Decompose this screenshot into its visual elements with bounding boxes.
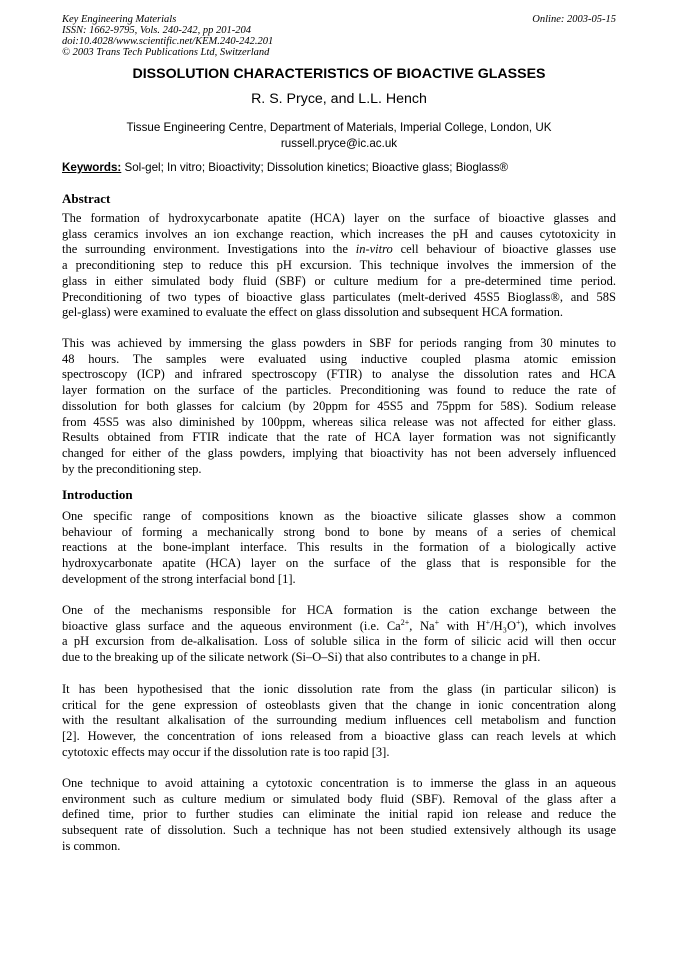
paper-title: DISSOLUTION CHARACTERISTICS OF BIOACTIVE GLASSES: [132, 66, 546, 82]
abstract-paragraph-2: [62, 336, 616, 477]
text-line: This was achieved by immersing the glass powders in SBF for periods ranging from 30 minutes to: [62, 336, 616, 350]
issn-line: ISSN: 1662-9795, Vols. 240-242, pp 201-204: [62, 25, 251, 36]
text-line: reactions at the bone-implant interface. This results in the formation of a biologically active: [62, 540, 616, 555]
text-line: changed for either of the glass powders, implying that bioactivity has not been adversely influenced: [62, 445, 616, 460]
text-line: due to the breaking up of the silicate network (Si–O–Si) that also contributes to a change in pH.: [62, 650, 541, 665]
email: russell.pryce@ic.ac.uk: [280, 137, 398, 150]
intro-paragraph-3: [62, 682, 616, 761]
text-line: 48 hours. The samples were evaluated using inductive coupled plasma atomic emission: [62, 351, 616, 366]
superscript: 2+: [400, 617, 410, 627]
intro-paragraph-4: [62, 776, 616, 855]
text-line: One of the mechanisms responsible for HCA formation is the cation exchange between the: [62, 603, 616, 617]
text-line: with the resultant alkalisation of the surrounding medium influences cell metabolism and function: [62, 713, 616, 728]
authors: R. S. Pryce, and L.L. Hench: [251, 91, 427, 107]
text-span: ), which involves: [520, 618, 617, 633]
introduction-heading: Introduction: [62, 487, 133, 502]
copyright-line: © 2003 Trans Tech Publications Ltd, Switzerland: [62, 47, 270, 58]
text-line: layer formation on the surface of the particles. Preconditioning was found to reduce the rate of: [62, 383, 616, 398]
text-line: The formation of hydroxycarbonate apatite (HCA) layer on the surface of bioactive glasses and: [62, 211, 616, 225]
text-line: environment such as culture medium or simulated body fluid (SBF). Removal of the glass after a: [62, 791, 616, 806]
text-span: bioactive glass surface and the aqueous environment (i.e. Ca: [62, 618, 401, 633]
text-line: defined time, prior to further studies can eliminate the initial rapid ion release and reduce the: [62, 807, 616, 822]
italic-term: in-vitro: [355, 242, 393, 257]
text-line: One technique to avoid attaining a cytotoxic concentration is to immerse the glass in an aqueous: [62, 776, 616, 790]
doi-line: doi:10.4028/www.scientific.net/KEM.240-242.201: [62, 36, 274, 47]
keywords-label: Keywords:: [62, 161, 122, 174]
superscript: +: [485, 617, 491, 627]
online-date: Online: 2003-05-15: [532, 14, 616, 25]
text-line: a preconditioning step to reduce this pH excursion. This technique involves the immersion of the: [62, 258, 616, 273]
text-line: by the preconditioning step.: [62, 461, 202, 476]
text-line: glass ceramics involves an ion exchange reaction, which increases the pH and causes cytotoxicity in: [62, 226, 616, 241]
text-line: Results obtained from FTIR indicate that the rate of HCA layer formation was not significantly: [62, 430, 616, 445]
intro-paragraph-2: [62, 603, 616, 666]
text-line: spectroscopy (ICP) and infrared spectroscopy (FTIR) to analyse the dissolution rates and HCA: [62, 367, 616, 382]
journal-header: [62, 14, 616, 58]
text-line: It has been hypothesised that the ionic dissolution rate from the glass (in particular silicon) is: [62, 682, 616, 696]
text-line: One specific range of compositions known as the bioactive silicate glasses show a common: [62, 509, 616, 523]
text-line: [62, 619, 616, 635]
text-span: with H: [439, 618, 486, 633]
text-line: dissolution for both glasses for calcium (by 20ppm for 45S5 and 75ppm for 58S). Sodium release: [62, 398, 616, 413]
text-line: [62, 242, 616, 258]
text-line: a pH excursion from de-alkalisation. Loss of soluble silica in the form of silicic acid will then occur: [62, 634, 616, 649]
abstract-paragraph-1: [62, 211, 616, 321]
text-span: /H₃O: [490, 618, 517, 633]
text-line: is common.: [62, 838, 121, 853]
text-line: glass in either simulated body fluid (SBF) or culture medium for a pre-determined time period.: [62, 273, 616, 288]
text-line: cytotoxic effects may occur if the dissolution rate is too rapid [3].: [62, 744, 390, 759]
superscript: +: [434, 617, 440, 627]
text-line: Preconditioning of two types of bioactive glass particulates (melt-derived 45S5 Bioglass®, and 58S: [62, 289, 616, 304]
affiliation-block: [62, 120, 616, 152]
text-line: [2]. However, the concentration of ions released from a bioactive glass can reach levels at which: [62, 729, 616, 744]
text-span: , Na: [409, 618, 435, 633]
journal-name: Key Engineering Materials: [62, 14, 177, 25]
text-line: hydroxycarbonate apatite (HCA) layer on the surface of the glass that is responsible for the: [62, 556, 616, 571]
keywords-text: Sol-gel; In vitro; Bioactivity; Dissolution kinetics; Bioactive glass; Bioglass®: [121, 161, 509, 174]
keywords: [62, 161, 616, 174]
text-line: development of the strong interfacial bond [1].: [62, 571, 296, 586]
text-line: gel-glass) were examined to evaluate the effect on glass dissolution and subsequent HCA formation.: [62, 305, 564, 320]
superscript: +: [516, 617, 521, 627]
text-line: from 45S5 was also diminished by 100ppm, whereas silica release was not affected for either glass.: [62, 414, 616, 429]
text-line: behaviour of forming a mechanically strong bond to bone by means of a series of chemical: [62, 524, 616, 539]
abstract-heading: Abstract: [62, 191, 111, 206]
text-span: the surrounding environment. Investigations into the: [62, 242, 356, 257]
text-line: subsequent rate of dissolution. Such a technique has not been studied extensively although its usage: [62, 823, 616, 838]
intro-paragraph-1: [62, 509, 616, 588]
text-line: critical for the gene expression of osteoblasts given that the change in ionic concentration along: [62, 697, 616, 712]
text-span: cell behaviour of bioactive glasses use: [392, 242, 616, 257]
affiliation: Tissue Engineering Centre, Department of Materials, Imperial College, London, UK: [126, 121, 552, 134]
